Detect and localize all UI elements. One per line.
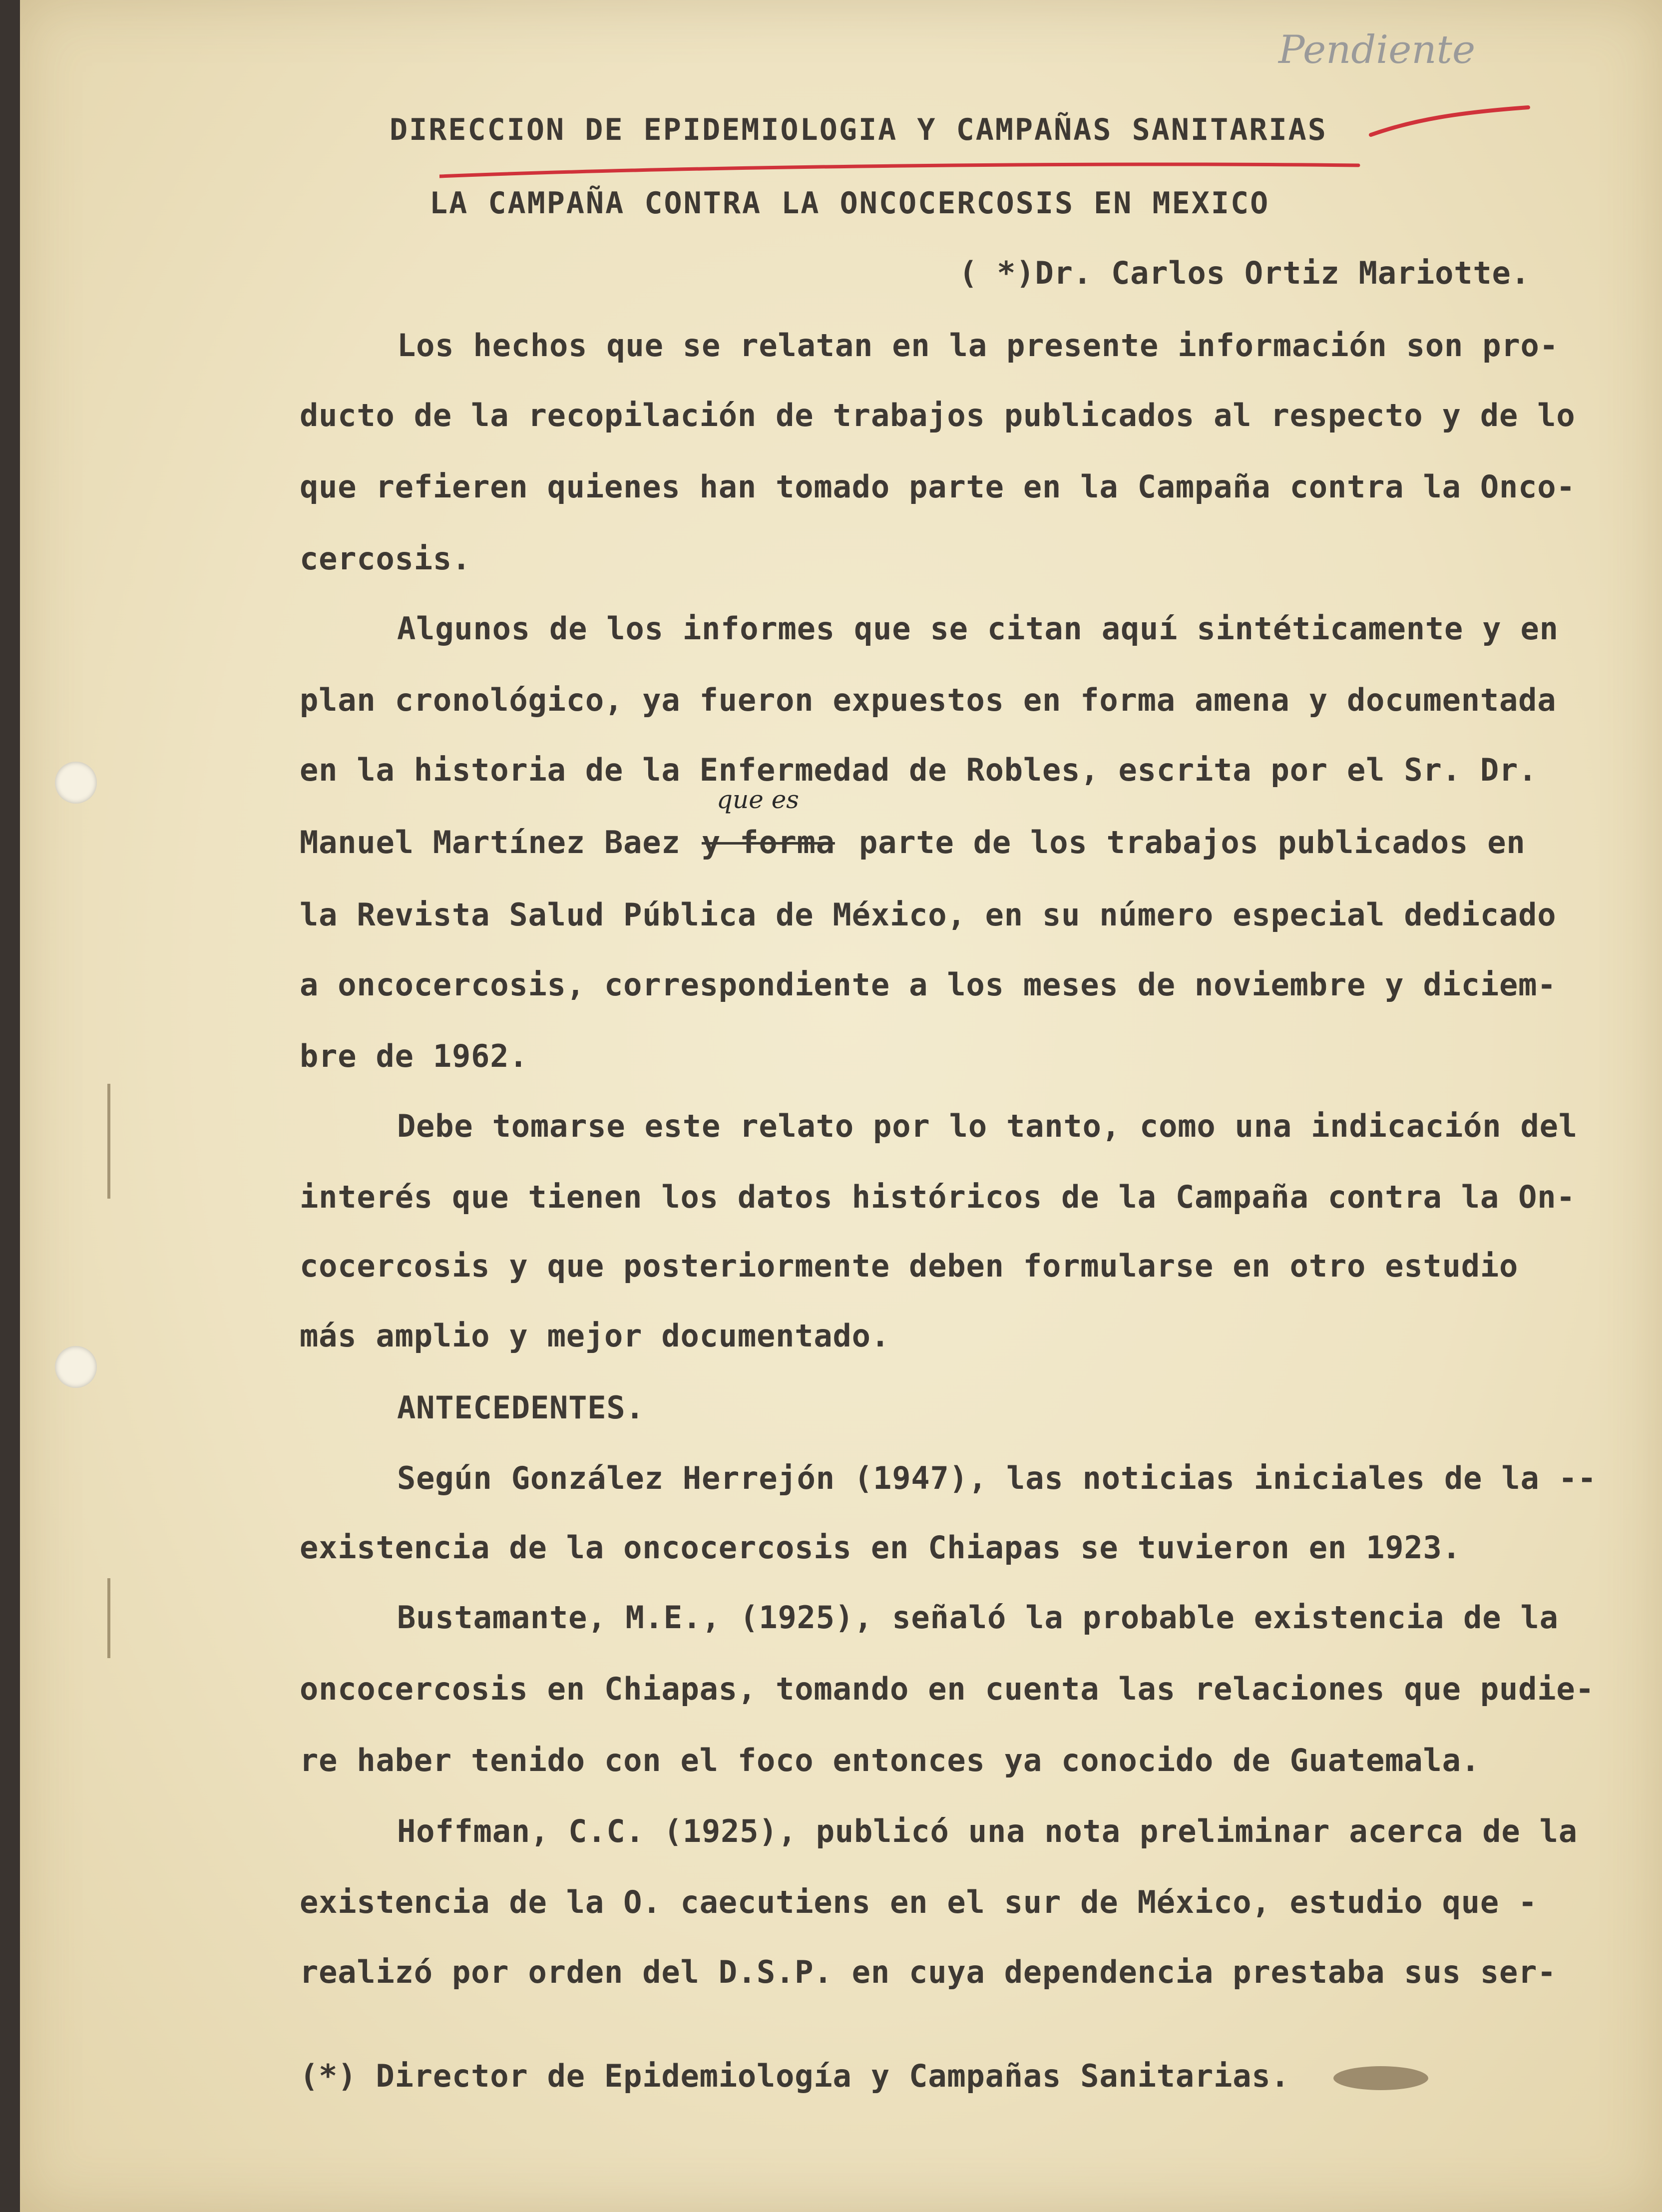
body-line: Según González Herrejón (1947), las noticias iniciales de la -- bbox=[397, 1460, 1597, 1496]
body-line: Bustamante, M.E., (1925), señaló la probable existencia de la bbox=[397, 1599, 1559, 1636]
body-line: Debe tomarse este relato por lo tanto, como una indicación del bbox=[397, 1108, 1578, 1144]
body-line: que refieren quienes han tomado parte en la Campaña contra la Onco- bbox=[300, 468, 1576, 505]
body-line: re haber tenido con el foco entonces ya conocido de Guatemala. bbox=[300, 1742, 1480, 1778]
body-line: Manuel Martínez Baez bbox=[300, 824, 681, 861]
body-line: realizó por orden del D.S.P. en cuya dependencia prestaba sus ser- bbox=[300, 1954, 1557, 1990]
body-line: interés que tienen los datos históricos de la Campaña contra la On- bbox=[300, 1179, 1576, 1215]
document-header: DIRECCION DE EPIDEMIOLOGIA Y CAMPAÑAS SANITARIAS bbox=[390, 112, 1327, 147]
body-line: parte de los trabajos publicados en bbox=[859, 824, 1526, 861]
body-line: más amplio y mejor documentado. bbox=[300, 1318, 890, 1354]
body-line: a oncocercosis, correspondiente a los meses de noviembre y diciem- bbox=[300, 966, 1557, 1003]
red-pencil-tick bbox=[1368, 100, 1533, 145]
body-line: plan cronológico, ya fueron expuestos en forma amena y documentada bbox=[300, 682, 1557, 718]
punch-hole-top bbox=[55, 762, 97, 804]
red-pencil-underline bbox=[439, 152, 1363, 182]
body-line: bre de 1962. bbox=[300, 1038, 528, 1074]
body-line: existencia de la O. caecutiens en el sur de México, estudio que - bbox=[300, 1884, 1538, 1920]
pencil-annotation: Pendiente bbox=[1278, 27, 1476, 72]
section-heading: ANTECEDENTES. bbox=[397, 1389, 645, 1426]
document-page bbox=[20, 0, 1662, 2212]
punch-hole-bottom bbox=[55, 1346, 97, 1388]
ink-smudge bbox=[1328, 2060, 1433, 2095]
body-line: cercosis. bbox=[300, 540, 471, 577]
body-line: la Revista Salud Pública de México, en su número especial dedicado bbox=[300, 896, 1557, 933]
body-line: Hoffman, C.C. (1925), publicó una nota preliminar acerca de la bbox=[397, 1813, 1578, 1849]
page-edge-mark bbox=[107, 1578, 110, 1658]
document-title: LA CAMPAÑA CONTRA LA ONCOCERCOSIS EN MEXICO bbox=[429, 186, 1270, 221]
body-line: Los hechos que se relatan en la presente información son pro- bbox=[397, 327, 1559, 364]
body-line: cocercosis y que posteriormente deben formularse en otro estudio bbox=[300, 1248, 1519, 1284]
body-line: en la historia de la Enfermedad de Robles, escrita por el Sr. Dr. bbox=[300, 752, 1538, 788]
body-line: Algunos de los informes que se citan aquí sintéticamente y en bbox=[397, 610, 1559, 647]
struck-text: y forma bbox=[702, 824, 835, 861]
body-line: existencia de la oncocercosis en Chiapas se tuvieron en 1923. bbox=[300, 1529, 1461, 1566]
body-line: ducto de la recopilación de trabajos publicados al respecto y de lo bbox=[300, 397, 1576, 434]
page-edge-mark bbox=[107, 1084, 110, 1199]
body-line: oncocercosis en Chiapas, tomando en cuenta las relaciones que pudie- bbox=[300, 1671, 1595, 1707]
handwritten-insertion: que es bbox=[717, 785, 799, 814]
author-line: ( *)Dr. Carlos Ortiz Mariotte. bbox=[959, 255, 1530, 291]
footnote: (*) Director de Epidemiología y Campañas Sanitarias. bbox=[300, 2058, 1290, 2094]
